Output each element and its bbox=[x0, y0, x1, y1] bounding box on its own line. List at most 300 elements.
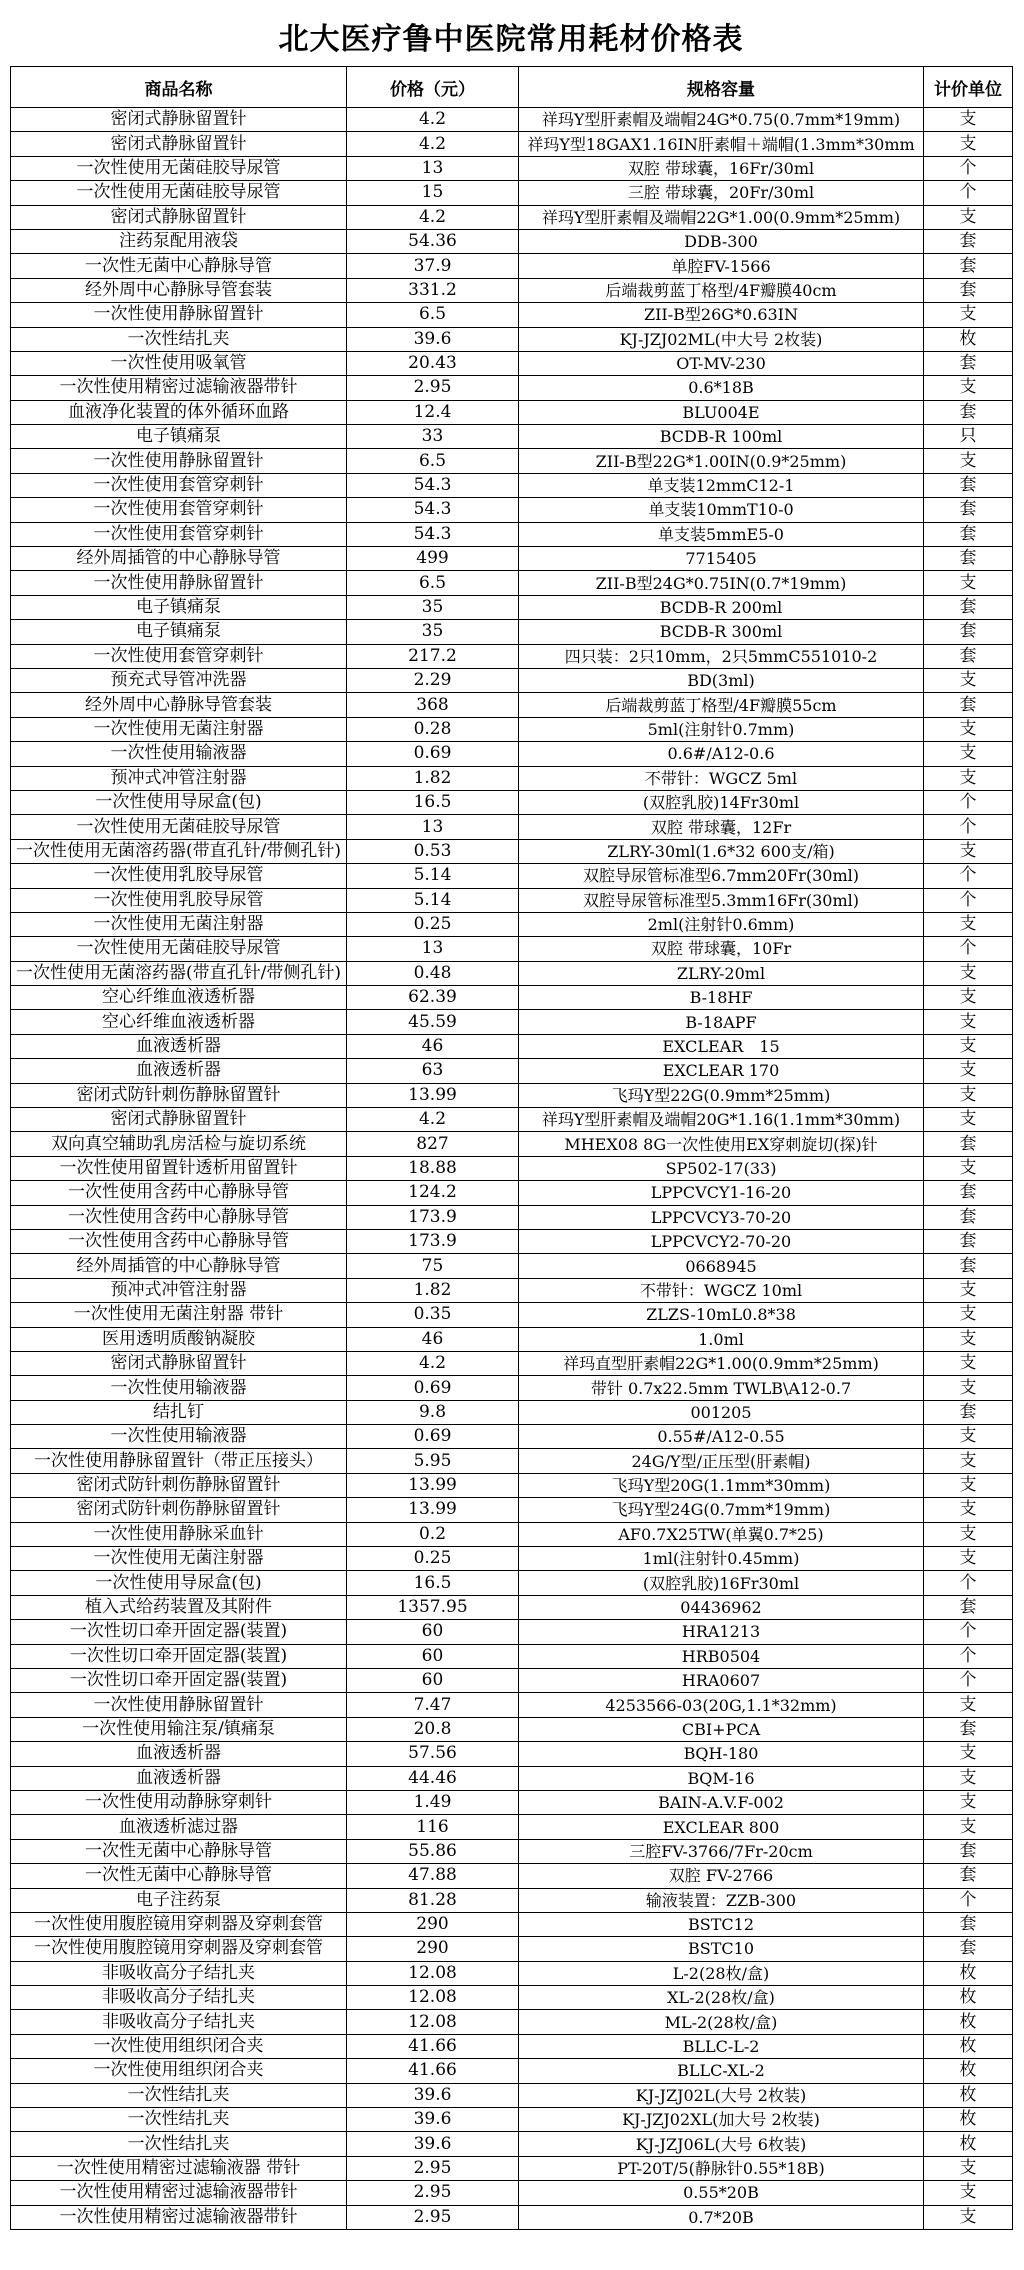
cell-unit: 支 bbox=[924, 717, 1013, 741]
table-row bbox=[11, 571, 1013, 595]
cell-unit: 枚 bbox=[924, 2034, 1013, 2058]
cell-name: 一次性结扎夹 bbox=[11, 327, 347, 351]
cell-unit: 支 bbox=[924, 742, 1013, 766]
cell-price: 5.14 bbox=[347, 864, 519, 888]
cell-price: 81.28 bbox=[347, 1888, 519, 1912]
cell-name: 一次性使用无菌注射器 bbox=[11, 717, 347, 741]
cell-price: 39.6 bbox=[347, 2108, 519, 2132]
table-row bbox=[11, 1595, 1013, 1619]
cell-name: 一次性切口牵开固定器(装置) bbox=[11, 1644, 347, 1668]
cell-name: 一次性使用无菌溶药器(带直孔针/带侧孔针) bbox=[11, 839, 347, 863]
cell-price: 173.9 bbox=[347, 1205, 519, 1229]
cell-unit: 个 bbox=[924, 1644, 1013, 1668]
cell-unit: 支 bbox=[924, 766, 1013, 790]
cell-name: 双向真空辅助乳房活检与旋切系统 bbox=[11, 1132, 347, 1156]
table-row bbox=[11, 132, 1013, 156]
cell-name: 一次性使用无菌硅胶导尿管 bbox=[11, 937, 347, 961]
cell-price: 60 bbox=[347, 1620, 519, 1644]
cell-name: 血液净化装置的体外循环血路 bbox=[11, 400, 347, 424]
cell-unit: 个 bbox=[924, 156, 1013, 180]
cell-name: 经外周插管的中心静脉导管 bbox=[11, 1254, 347, 1278]
table-row bbox=[11, 1327, 1013, 1351]
cell-spec: 祥玛Y型肝素帽及端帽20G*1.16(1.1mm*30mm) bbox=[519, 1108, 924, 1132]
table-row bbox=[11, 2181, 1013, 2205]
cell-unit: 套 bbox=[924, 1717, 1013, 1741]
cell-spec: 0.55*20B bbox=[519, 2181, 924, 2205]
cell-spec: EXCLEAR 170 bbox=[519, 1059, 924, 1083]
cell-unit: 支 bbox=[924, 1498, 1013, 1522]
table-row bbox=[11, 1303, 1013, 1327]
cell-unit: 套 bbox=[924, 595, 1013, 619]
cell-unit: 支 bbox=[924, 2205, 1013, 2229]
cell-spec: ZII-B型26G*0.63IN bbox=[519, 303, 924, 327]
cell-spec: BSTC10 bbox=[519, 1937, 924, 1961]
cell-price: 6.5 bbox=[347, 303, 519, 327]
cell-price: 46 bbox=[347, 1327, 519, 1351]
cell-price: 0.25 bbox=[347, 912, 519, 936]
cell-spec: 祥玛直型肝素帽22G*1.00(0.9mm*25mm) bbox=[519, 1351, 924, 1375]
cell-price: 63 bbox=[347, 1059, 519, 1083]
cell-unit: 支 bbox=[924, 668, 1013, 692]
cell-unit: 支 bbox=[924, 986, 1013, 1010]
cell-spec: 三腔 带球囊，20Fr/30ml bbox=[519, 181, 924, 205]
cell-spec: 带针 0.7x22.5mm TWLB\A12-0.7 bbox=[519, 1376, 924, 1400]
cell-spec: 0.55#/A12-0.55 bbox=[519, 1425, 924, 1449]
cell-name: 一次性使用静脉留置针 bbox=[11, 303, 347, 327]
table-row bbox=[11, 351, 1013, 375]
table-row bbox=[11, 1815, 1013, 1839]
cell-spec: KJ-JZJ02XL(加大号 2枚装) bbox=[519, 2108, 924, 2132]
cell-spec: PT-20T/5(静脉针0.55*18B) bbox=[519, 2156, 924, 2180]
table-row bbox=[11, 522, 1013, 546]
table-row bbox=[11, 620, 1013, 644]
table-row bbox=[11, 1986, 1013, 2010]
cell-spec: 0.6#/A12-0.6 bbox=[519, 742, 924, 766]
cell-price: 60 bbox=[347, 1669, 519, 1693]
cell-name: 空心纤维血液透析器 bbox=[11, 1010, 347, 1034]
cell-spec: 单支装10mmT10-0 bbox=[519, 498, 924, 522]
table-row bbox=[11, 278, 1013, 302]
table-row bbox=[11, 1010, 1013, 1034]
table-row bbox=[11, 839, 1013, 863]
cell-name: 密闭式防针刺伤静脉留置针 bbox=[11, 1083, 347, 1107]
table-row bbox=[11, 1864, 1013, 1888]
cell-spec: XL-2(28枚/盒) bbox=[519, 1986, 924, 2010]
table-row bbox=[11, 1376, 1013, 1400]
cell-price: 827 bbox=[347, 1132, 519, 1156]
cell-name: 经外周中心静脉导管套装 bbox=[11, 693, 347, 717]
table-row bbox=[11, 1742, 1013, 1766]
cell-spec: 5ml(注射针0.7mm) bbox=[519, 717, 924, 741]
table-row bbox=[11, 961, 1013, 985]
table-row bbox=[11, 717, 1013, 741]
cell-unit: 套 bbox=[924, 1864, 1013, 1888]
cell-unit: 枚 bbox=[924, 2132, 1013, 2156]
cell-price: 5.14 bbox=[347, 888, 519, 912]
cell-unit: 枚 bbox=[924, 2059, 1013, 2083]
cell-unit: 支 bbox=[924, 303, 1013, 327]
cell-unit: 支 bbox=[924, 1156, 1013, 1180]
table-row bbox=[11, 1644, 1013, 1668]
table-row bbox=[11, 790, 1013, 814]
table-row bbox=[11, 1156, 1013, 1180]
cell-spec: BAIN-A.V.F-002 bbox=[519, 1790, 924, 1814]
cell-price: 6.5 bbox=[347, 571, 519, 595]
cell-price: 290 bbox=[347, 1912, 519, 1936]
cell-name: 一次性结扎夹 bbox=[11, 2108, 347, 2132]
cell-unit: 支 bbox=[924, 1108, 1013, 1132]
table-row bbox=[11, 644, 1013, 668]
cell-name: 一次性切口牵开固定器(装置) bbox=[11, 1669, 347, 1693]
cell-price: 0.69 bbox=[347, 1425, 519, 1449]
cell-price: 47.88 bbox=[347, 1864, 519, 1888]
cell-price: 15 bbox=[347, 181, 519, 205]
cell-spec: BSTC12 bbox=[519, 1912, 924, 1936]
cell-name: 注药泵配用液袋 bbox=[11, 229, 347, 253]
cell-unit: 套 bbox=[924, 1595, 1013, 1619]
cell-spec: ML-2(28枚/盒) bbox=[519, 2010, 924, 2034]
table-row bbox=[11, 937, 1013, 961]
table-row bbox=[11, 1400, 1013, 1424]
cell-name: 密闭式静脉留置针 bbox=[11, 205, 347, 229]
cell-unit: 套 bbox=[924, 351, 1013, 375]
cell-price: 0.2 bbox=[347, 1522, 519, 1546]
cell-unit: 支 bbox=[924, 1473, 1013, 1497]
cell-unit: 枚 bbox=[924, 2010, 1013, 2034]
cell-unit: 套 bbox=[924, 1400, 1013, 1424]
cell-spec: ZII-B型24G*0.75IN(0.7*19mm) bbox=[519, 571, 924, 595]
cell-spec: 双腔 带球囊，10Fr bbox=[519, 937, 924, 961]
table-row bbox=[11, 108, 1013, 132]
cell-price: 1.82 bbox=[347, 1278, 519, 1302]
cell-name: 结扎钉 bbox=[11, 1400, 347, 1424]
cell-spec: 双腔 FV-2766 bbox=[519, 1864, 924, 1888]
table-row bbox=[11, 498, 1013, 522]
cell-name: 血液透析滤过器 bbox=[11, 1815, 347, 1839]
cell-spec: 1.0ml bbox=[519, 1327, 924, 1351]
cell-price: 37.9 bbox=[347, 254, 519, 278]
cell-spec: 飞玛Y型20G(1.1mm*30mm) bbox=[519, 1473, 924, 1497]
cell-unit: 支 bbox=[924, 1815, 1013, 1839]
cell-spec: 0.7*20B bbox=[519, 2205, 924, 2229]
cell-price: 368 bbox=[347, 693, 519, 717]
cell-spec: 单腔FV-1566 bbox=[519, 254, 924, 278]
header-name: 商品名称 bbox=[11, 67, 347, 108]
table-row bbox=[11, 986, 1013, 1010]
cell-spec: BCDB-R 100ml bbox=[519, 425, 924, 449]
table-row bbox=[11, 327, 1013, 351]
cell-name: 密闭式静脉留置针 bbox=[11, 132, 347, 156]
cell-unit: 支 bbox=[924, 839, 1013, 863]
cell-spec: 7715405 bbox=[519, 547, 924, 571]
table-row bbox=[11, 205, 1013, 229]
cell-spec: EXCLEAR 15 bbox=[519, 1034, 924, 1058]
cell-unit: 支 bbox=[924, 961, 1013, 985]
cell-name: 一次性使用精密过滤输液器带针 bbox=[11, 2205, 347, 2229]
header-spec: 规格容量 bbox=[519, 67, 924, 108]
cell-spec: 飞玛Y型24G(0.7mm*19mm) bbox=[519, 1498, 924, 1522]
cell-name: 医用透明质酸钠凝胶 bbox=[11, 1327, 347, 1351]
cell-name: 一次性结扎夹 bbox=[11, 2083, 347, 2107]
cell-unit: 套 bbox=[924, 1254, 1013, 1278]
table-row bbox=[11, 1937, 1013, 1961]
cell-spec: BQM-16 bbox=[519, 1766, 924, 1790]
cell-unit: 套 bbox=[924, 1229, 1013, 1253]
cell-unit: 支 bbox=[924, 1449, 1013, 1473]
cell-price: 0.48 bbox=[347, 961, 519, 985]
cell-unit: 套 bbox=[924, 620, 1013, 644]
cell-price: 4.2 bbox=[347, 108, 519, 132]
cell-unit: 支 bbox=[924, 108, 1013, 132]
table-row bbox=[11, 1181, 1013, 1205]
cell-spec: LPPCVCY2-70-20 bbox=[519, 1229, 924, 1253]
cell-unit: 套 bbox=[924, 229, 1013, 253]
cell-unit: 支 bbox=[924, 1034, 1013, 1058]
table-row bbox=[11, 1083, 1013, 1107]
table-row bbox=[11, 1717, 1013, 1741]
cell-unit: 个 bbox=[924, 1620, 1013, 1644]
cell-spec: AF0.7X25TW(单翼0.7*25) bbox=[519, 1522, 924, 1546]
cell-name: 一次性使用含药中心静脉导管 bbox=[11, 1181, 347, 1205]
page-title: 北大医疗鲁中医院常用耗材价格表 bbox=[278, 22, 744, 57]
table-row bbox=[11, 1205, 1013, 1229]
cell-unit: 支 bbox=[924, 2181, 1013, 2205]
header-price: 价格（元） bbox=[347, 67, 519, 108]
cell-unit: 枚 bbox=[924, 2083, 1013, 2107]
cell-price: 13.99 bbox=[347, 1498, 519, 1522]
cell-price: 4.2 bbox=[347, 205, 519, 229]
cell-unit: 套 bbox=[924, 473, 1013, 497]
header-unit: 计价单位 bbox=[924, 67, 1013, 108]
cell-name: 一次性使用输液器 bbox=[11, 1425, 347, 1449]
cell-unit: 枚 bbox=[924, 1961, 1013, 1985]
cell-price: 45.59 bbox=[347, 1010, 519, 1034]
cell-unit: 枚 bbox=[924, 2108, 1013, 2132]
table-row bbox=[11, 1351, 1013, 1375]
table-row bbox=[11, 156, 1013, 180]
table-row bbox=[11, 449, 1013, 473]
cell-spec: EXCLEAR 800 bbox=[519, 1815, 924, 1839]
cell-unit: 套 bbox=[924, 1205, 1013, 1229]
cell-name: 一次性使用无菌注射器 带针 bbox=[11, 1303, 347, 1327]
cell-unit: 支 bbox=[924, 376, 1013, 400]
table-row bbox=[11, 376, 1013, 400]
table-row bbox=[11, 425, 1013, 449]
cell-spec: BCDB-R 300ml bbox=[519, 620, 924, 644]
cell-unit: 套 bbox=[924, 547, 1013, 571]
cell-unit: 套 bbox=[924, 693, 1013, 717]
cell-unit: 个 bbox=[924, 790, 1013, 814]
cell-name: 经外周中心静脉导管套装 bbox=[11, 278, 347, 302]
cell-spec: ZLZS-10mL0.8*38 bbox=[519, 1303, 924, 1327]
cell-name: 一次性使用乳胶导尿管 bbox=[11, 864, 347, 888]
cell-name: 密闭式静脉留置针 bbox=[11, 1108, 347, 1132]
cell-name: 一次性使用输液器 bbox=[11, 1376, 347, 1400]
cell-unit: 套 bbox=[924, 400, 1013, 424]
cell-price: 39.6 bbox=[347, 2132, 519, 2156]
cell-spec: BLU004E bbox=[519, 400, 924, 424]
cell-price: 12.08 bbox=[347, 1986, 519, 2010]
table-row bbox=[11, 912, 1013, 936]
cell-spec: KJ-JZJ02L(大号 2枚装) bbox=[519, 2083, 924, 2107]
cell-name: 血液透析器 bbox=[11, 1034, 347, 1058]
cell-spec: L-2(28枚/盒) bbox=[519, 1961, 924, 1985]
cell-price: 13 bbox=[347, 937, 519, 961]
cell-spec: KJ-JZJ06L(大号 6枚装) bbox=[519, 2132, 924, 2156]
table-row bbox=[11, 1790, 1013, 1814]
price-sheet bbox=[10, 0, 1012, 2230]
cell-unit: 套 bbox=[924, 1912, 1013, 1936]
cell-price: 39.6 bbox=[347, 327, 519, 351]
table-row bbox=[11, 1547, 1013, 1571]
cell-name: 一次性切口牵开固定器(装置) bbox=[11, 1620, 347, 1644]
cell-spec: 祥玛Y型肝素帽及端帽22G*1.00(0.9mm*25mm) bbox=[519, 205, 924, 229]
cell-unit: 个 bbox=[924, 1571, 1013, 1595]
table-row bbox=[11, 668, 1013, 692]
cell-price: 18.88 bbox=[347, 1156, 519, 1180]
cell-spec: 单支装5mmE5-0 bbox=[519, 522, 924, 546]
cell-price: 1.49 bbox=[347, 1790, 519, 1814]
cell-price: 0.25 bbox=[347, 1547, 519, 1571]
table-row bbox=[11, 742, 1013, 766]
cell-price: 7.47 bbox=[347, 1693, 519, 1717]
cell-price: 75 bbox=[347, 1254, 519, 1278]
cell-price: 35 bbox=[347, 620, 519, 644]
cell-price: 1.82 bbox=[347, 766, 519, 790]
cell-spec: 2ml(注射针0.6mm) bbox=[519, 912, 924, 936]
cell-price: 2.95 bbox=[347, 2205, 519, 2229]
cell-spec: 后端裁剪蓝丁格型/4F瓣膜55cm bbox=[519, 693, 924, 717]
cell-price: 13 bbox=[347, 156, 519, 180]
cell-price: 4.2 bbox=[347, 1108, 519, 1132]
table-row bbox=[11, 888, 1013, 912]
cell-spec: OT-MV-230 bbox=[519, 351, 924, 375]
cell-unit: 支 bbox=[924, 1010, 1013, 1034]
cell-name: 一次性使用留置针透析用留置针 bbox=[11, 1156, 347, 1180]
table-row bbox=[11, 1693, 1013, 1717]
table-row bbox=[11, 815, 1013, 839]
cell-price: 57.56 bbox=[347, 1742, 519, 1766]
cell-name: 一次性使用无菌溶药器(带直孔针/带侧孔针) bbox=[11, 961, 347, 985]
table-body bbox=[11, 108, 1013, 2230]
cell-name: 血液透析器 bbox=[11, 1766, 347, 1790]
cell-unit: 支 bbox=[924, 1351, 1013, 1375]
cell-price: 16.5 bbox=[347, 1571, 519, 1595]
cell-price: 13.99 bbox=[347, 1083, 519, 1107]
cell-name: 一次性使用精密过滤输液器 带针 bbox=[11, 2156, 347, 2180]
table-row bbox=[11, 2083, 1013, 2107]
cell-spec: BQH-180 bbox=[519, 1742, 924, 1766]
cell-name: 血液透析器 bbox=[11, 1059, 347, 1083]
cell-spec: BLLC-XL-2 bbox=[519, 2059, 924, 2083]
cell-price: 54.36 bbox=[347, 229, 519, 253]
cell-price: 1357.95 bbox=[347, 1595, 519, 1619]
cell-unit: 个 bbox=[924, 888, 1013, 912]
cell-unit: 支 bbox=[924, 1083, 1013, 1107]
cell-unit: 个 bbox=[924, 1888, 1013, 1912]
cell-price: 12.4 bbox=[347, 400, 519, 424]
cell-unit: 枚 bbox=[924, 1986, 1013, 2010]
cell-name: 空心纤维血液透析器 bbox=[11, 986, 347, 1010]
table-row bbox=[11, 1888, 1013, 1912]
cell-price: 12.08 bbox=[347, 1961, 519, 1985]
cell-spec: ZII-B型22G*1.00IN(0.9*25mm) bbox=[519, 449, 924, 473]
cell-price: 44.46 bbox=[347, 1766, 519, 1790]
cell-name: 一次性无菌中心静脉导管 bbox=[11, 254, 347, 278]
table-row bbox=[11, 1498, 1013, 1522]
table-row bbox=[11, 1522, 1013, 1546]
cell-price: 54.3 bbox=[347, 498, 519, 522]
cell-unit: 支 bbox=[924, 1376, 1013, 1400]
table-row bbox=[11, 693, 1013, 717]
cell-spec: 0668945 bbox=[519, 1254, 924, 1278]
cell-unit: 支 bbox=[924, 1327, 1013, 1351]
cell-price: 0.35 bbox=[347, 1303, 519, 1327]
cell-name: 经外周插管的中心静脉导管 bbox=[11, 547, 347, 571]
cell-name: 密闭式防针刺伤静脉留置针 bbox=[11, 1473, 347, 1497]
cell-spec: B-18APF bbox=[519, 1010, 924, 1034]
cell-spec: 祥玛Y型18GAX1.16IN肝素帽＋端帽(1.3mm*30mm bbox=[519, 132, 924, 156]
cell-price: 2.95 bbox=[347, 376, 519, 400]
cell-spec: 祥玛Y型肝素帽及端帽24G*0.75(0.7mm*19mm) bbox=[519, 108, 924, 132]
table-row bbox=[11, 2059, 1013, 2083]
cell-price: 124.2 bbox=[347, 1181, 519, 1205]
table-row bbox=[11, 1132, 1013, 1156]
cell-spec: HRA1213 bbox=[519, 1620, 924, 1644]
cell-name: 一次性使用静脉留置针 bbox=[11, 571, 347, 595]
cell-unit: 套 bbox=[924, 522, 1013, 546]
cell-spec: CBI+PCA bbox=[519, 1717, 924, 1741]
cell-price: 46 bbox=[347, 1034, 519, 1058]
cell-price: 62.39 bbox=[347, 986, 519, 1010]
cell-name: 电子镇痛泵 bbox=[11, 425, 347, 449]
cell-price: 499 bbox=[347, 547, 519, 571]
cell-name: 一次性使用无菌注射器 bbox=[11, 912, 347, 936]
cell-spec: 四只装：2只10mm，2只5mmC551010-2 bbox=[519, 644, 924, 668]
table-row bbox=[11, 547, 1013, 571]
cell-unit: 个 bbox=[924, 937, 1013, 961]
table-row bbox=[11, 1912, 1013, 1936]
cell-name: 一次性使用吸氧管 bbox=[11, 351, 347, 375]
table-row bbox=[11, 1766, 1013, 1790]
cell-unit: 支 bbox=[924, 1766, 1013, 1790]
cell-name: 一次性使用套管穿刺针 bbox=[11, 522, 347, 546]
cell-price: 290 bbox=[347, 1937, 519, 1961]
cell-unit: 套 bbox=[924, 254, 1013, 278]
cell-name: 一次性使用导尿盒(包) bbox=[11, 1571, 347, 1595]
cell-unit: 套 bbox=[924, 1132, 1013, 1156]
cell-price: 55.86 bbox=[347, 1839, 519, 1863]
cell-spec: 04436962 bbox=[519, 1595, 924, 1619]
cell-spec: (双腔乳胶)14Fr30ml bbox=[519, 790, 924, 814]
table-row bbox=[11, 2156, 1013, 2180]
cell-unit: 支 bbox=[924, 1303, 1013, 1327]
cell-price: 0.69 bbox=[347, 1376, 519, 1400]
table-row bbox=[11, 1059, 1013, 1083]
cell-name: 一次性无菌中心静脉导管 bbox=[11, 1839, 347, 1863]
cell-unit: 支 bbox=[924, 912, 1013, 936]
cell-name: 一次性使用套管穿刺针 bbox=[11, 644, 347, 668]
table-row bbox=[11, 2132, 1013, 2156]
cell-unit: 支 bbox=[924, 1790, 1013, 1814]
cell-spec: 后端裁剪蓝丁格型/4F瓣膜40cm bbox=[519, 278, 924, 302]
cell-price: 2.29 bbox=[347, 668, 519, 692]
cell-price: 54.3 bbox=[347, 473, 519, 497]
cell-name: 一次性使用含药中心静脉导管 bbox=[11, 1229, 347, 1253]
cell-name: 一次性使用组织闭合夹 bbox=[11, 2034, 347, 2058]
cell-spec: 不带针：WGCZ 10ml bbox=[519, 1278, 924, 1302]
cell-name: 一次性使用静脉留置针（带正压接头） bbox=[11, 1449, 347, 1473]
